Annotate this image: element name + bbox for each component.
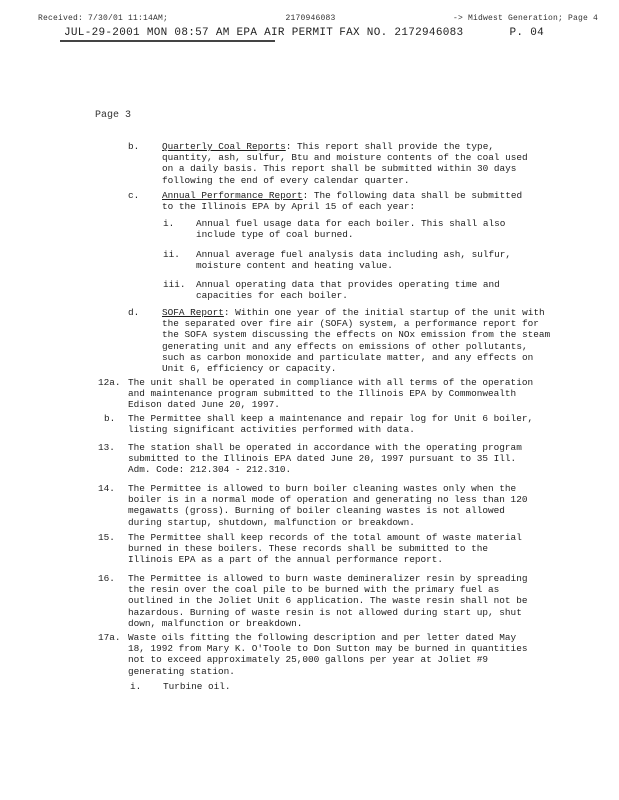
fax-timestamp-header (64, 27, 544, 39)
fax-number: FAX NO. 2172946083 (339, 27, 464, 39)
item-17a-i-label: i. (130, 681, 142, 692)
header-rule (60, 40, 275, 42)
item-12a-label: 12a. (98, 377, 121, 388)
page-label: Page 3 (95, 110, 132, 121)
item-c-iii-label: iii. (163, 279, 186, 290)
item-16-label: 16. (98, 573, 115, 584)
item-12b-text: The Permittee shall keep a maintenance and repair log for Unit 6 boiler, listing significant activities performed with data. (128, 413, 534, 436)
fax-timestamp: JUL-29-2001 MON 08:57 AM EPA AIR PERMIT (64, 27, 334, 39)
item-d-label: d. (128, 307, 140, 318)
item-16-text: The Permittee is allowed to burn waste demineralizer resin by spreading the resin over the coal pile to be burned with the primary fuel as outlined in the Joliet Unit 6 application. The waste resin shall not be hazardous. Burning of waste resin is not allowed during start up, shut down, malfunction or breakdown. (128, 573, 528, 629)
item-15-label: 15. (98, 532, 115, 543)
item-c-label: c. (128, 190, 140, 201)
item-b-label: b. (128, 141, 140, 152)
item-c-i-label: i. (163, 218, 175, 229)
item-12a-text: The unit shall be operated in compliance with all terms of the operation and maintenance program submitted to the Illinois EPA by Commonwealth Edison dated June 20, 1997. (128, 377, 534, 411)
item-c-ii-text: Annual average fuel analysis data including ash, sulfur, moisture content and heating value. (196, 249, 512, 272)
item-c-title: Annual Performance Report (162, 190, 303, 201)
item-d-text: SOFA Report: Within one year of the initial startup of the unit with the separated over fire air (SOFA) system, a performance report for the SOFA system discussing the effects on NOx emission from the steam generating unit and any effects on emissions of other pollutants, such as carbon monoxide and particulate matter, and any effects on Unit 6, efficiency or capacity. (162, 307, 551, 375)
item-15-text: The Permittee shall keep records of the total amount of waste material burned in these boilers. These records shall be submitted to the Illinois EPA as a part of the annual performance report. (128, 532, 522, 566)
item-17a-label: 17a. (98, 632, 121, 643)
item-17a-text: Waste oils fitting the following description and per letter dated May 18, 1992 from Mary K. O'Toole to Don Sutton may be burned in quantities not to exceed approximately 25,000 gallons per year at Joliet #9 generating station. (128, 632, 528, 677)
item-17a-i-text: Turbine oil. (163, 681, 231, 692)
item-b-title: Quarterly Coal Reports (162, 141, 286, 152)
item-d-title: SOFA Report (162, 307, 224, 318)
item-c-ii-label: ii. (163, 249, 180, 260)
item-c-iii-text: Annual operating data that provides operating time and capacities for each boiler. (196, 279, 500, 302)
fax-transmit-header (38, 14, 598, 23)
item-13-text: The station shall be operated in accordance with the operating program submitted to the Illinois EPA dated June 20, 1997 pursuant to 35 Ill. Adm. Code: 212.304 - 212.310. (128, 442, 522, 476)
item-13-label: 13. (98, 442, 115, 453)
fax-route: -> Midwest Generation; Page 4 (452, 14, 598, 23)
item-c-i-text: Annual fuel usage data for each boiler. This shall also include type of coal burned. (196, 218, 506, 241)
item-12b-label: b. (104, 413, 116, 424)
fax-received-stamp: Received: 7/30/01 11:14AM; (38, 14, 169, 23)
item-c-text: Annual Performance Report: The following data shall be submitted to the Illinois EPA by April 15 of each year: (162, 190, 523, 213)
item-14-text: The Permittee is allowed to burn boiler cleaning wastes only when the boiler is in a normal mode of operation and generating no less than 120 megawatts (gross). Burning of boiler cleaning wastes is not allowed during startup, shutdown, malfunction or breakdown. (128, 483, 528, 528)
item-14-label: 14. (98, 483, 115, 494)
fax-page-number: P. 04 (509, 27, 544, 39)
fax-sender-number: 2170946083 (285, 14, 336, 23)
item-b-text: Quarterly Coal Reports: This report shall provide the type, quantity, ash, sulfur, Btu and moisture contents of the coal used on a daily basis. This report shall be submitted within 30 days following the end of every calendar quarter. (162, 141, 528, 186)
